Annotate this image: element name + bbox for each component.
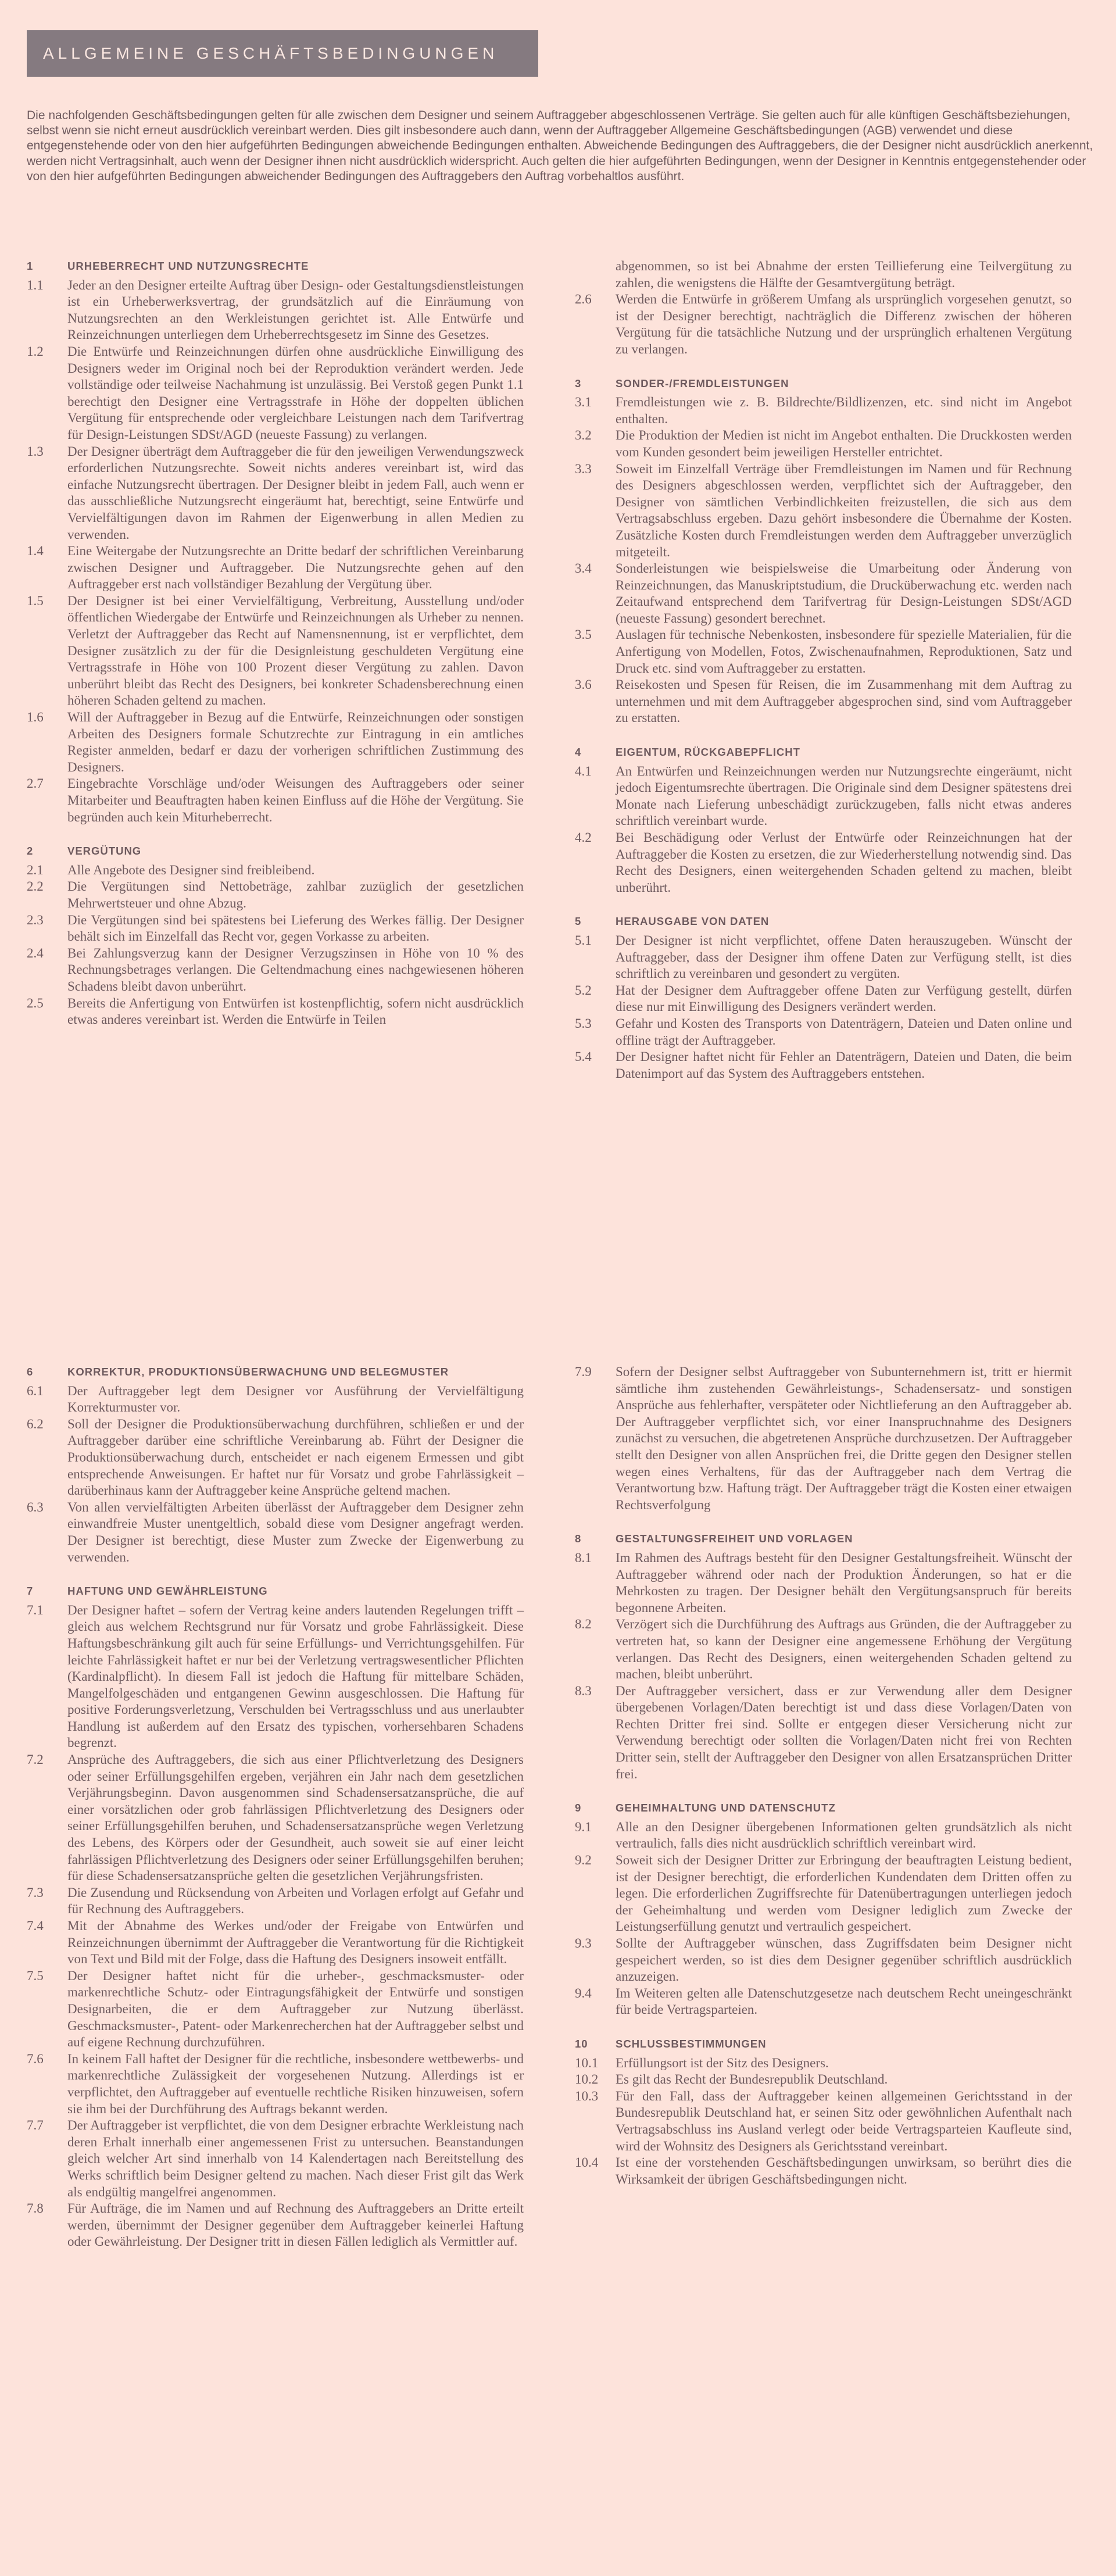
column-2 [575, 258, 1072, 1099]
list-item [27, 878, 524, 912]
list-item [27, 277, 524, 344]
item-number: 5.3 [575, 1016, 592, 1031]
section-2 [27, 843, 524, 1028]
item-text: Bei Beschädigung oder Verlust der Entwürfe oder Reinzeichnungen hat der Auftraggeber die Kosten zu ersetzen, die zur Wiederherstellung notwendig sind. Das Recht des Designers, einen weitergehenden Schaden geltend zu machen, bleibt unberührt. [616, 830, 1072, 895]
list-item [27, 2200, 524, 2250]
item-text: Sonderleistungen wie beispielsweise die Umarbeitung oder Änderung von Reinzeichnungen, das Manuskriptstudium, die Drucküberwachung etc. werden nach Zeitaufwand entsprechend dem Tarifvertrag für Design-Leistungen SDSt/AGD (neueste Fassung) gesondert berechnet. [616, 561, 1072, 626]
section-title: GESTALTUNGSFREIHEIT UND VORLAGEN [616, 1532, 853, 1545]
list-item [27, 2117, 524, 2200]
list-item [575, 932, 1072, 982]
item-number: 9.3 [575, 1936, 592, 1950]
item-text: Der Auftraggeber versichert, dass er zur Verwendung aller dem Designer übergebenen Vorlagen/Daten berechtigt ist und dass diese Vorlagen/Daten von Rechten Dritter frei sind. Sollte er entgegen dieser Versicherung nicht zur Verwendung berechtigt oder sollten die Vorlagen/Daten nicht frei von Rechten Dritter sein, stellt der Auftraggeber den Designer von allen Ersatzansprüchen Dritter frei. [616, 1683, 1072, 1781]
item-number: 1.4 [27, 544, 44, 559]
item-number: 3.1 [575, 395, 592, 410]
item-number: 2.6 [575, 292, 592, 307]
item-number: 3.5 [575, 627, 592, 642]
list-item [27, 1752, 524, 1885]
item-number: 6.3 [27, 1499, 44, 1514]
item-number: 7.6 [27, 2051, 44, 2066]
item-number: 3.4 [575, 561, 592, 576]
item-text: Der Designer ist nicht verpflichtet, offene Daten herauszugeben. Wünscht der Auftraggeber, dass der Designer ihm offene Daten zur Verfügung stellt, ist dies schriftlich zu vereinbaren und gesondert zu vergüten. [616, 932, 1072, 981]
section-number: 1 [27, 260, 34, 272]
list-item [575, 2088, 1072, 2155]
list-item [575, 560, 1072, 627]
section-heading [27, 843, 524, 860]
item-text: Ist eine der vorstehenden Geschäftsbedingungen unwirksam, so berührt dies die Wirksamkeit der übrigen Geschäftsbedingungen nicht. [616, 2155, 1072, 2186]
list-item [27, 1968, 524, 2051]
item-number: 2.2 [27, 879, 44, 894]
item-text: Im Weiteren gelten alle Datenschutzgesetze nach deutschem Recht uneingeschränkt für beide Vertragsparteien. [616, 1985, 1072, 2017]
section-2-continued [575, 258, 1072, 358]
item-number: 10.3 [575, 2088, 599, 2103]
item-text: Eingebrachte Vorschläge und/oder Weisungen des Auftraggebers oder seiner Mitarbeiter und Beauftragten haben keinen Einfluss auf die Höhe der Vergütung. Sie begründen auch kein Miturheberrecht. [67, 776, 524, 824]
list-item [575, 394, 1072, 427]
list-item [27, 945, 524, 995]
item-text: Fremdleistungen wie z. B. Bildrechte/Bildlizenzen, etc. sind nicht im Angebot enthalten. [616, 395, 1072, 426]
section-heading [27, 1583, 524, 1600]
item-number: 2.4 [27, 945, 44, 960]
item-text: Bei Zahlungsverzug kann der Designer Verzugszinsen in Höhe von 10 % des Rechnungsbetrages verlangen. Die Geltendmachung eines nachgewiesenen höheren Schadens bleibt davon unberührt. [67, 945, 524, 994]
item-number: 9.1 [575, 1819, 592, 1834]
item-number: 10.2 [575, 2072, 599, 2087]
list-item [27, 1602, 524, 1752]
section-title: EIGENTUM, RÜCKGABEPFLICHT [616, 746, 800, 759]
item-number: 1.5 [27, 593, 44, 608]
item-number: 3.6 [575, 677, 592, 692]
section-title: KORREKTUR, PRODUKTIONSÜBERWACHUNG UND BELEGMUSTER [67, 1366, 449, 1378]
list-item [27, 543, 524, 593]
list-item [575, 982, 1072, 1016]
item-text: Der Designer ist bei einer Vervielfältigung, Verbreitung, Ausstellung und/oder öffentlichen Wiedergabe der Entwürfe und Reinzeichnungen als Urheber zu nennen. Verletzt der Auftraggeber das Recht auf Namensnennung, ist er verpflichtet, dem Designer zusätzlich zu der für die Designleistung geschuldeten Vergütung eine Vertragsstrafe in Höhe von 100 Prozent dieser Vergütung zu zahlen. Davon unberührt bleibt das Recht des Designers, bei konkreter Schadensberechnung einen höheren Schaden geltend zu machen. [67, 593, 524, 708]
item-number: 9.4 [575, 1985, 592, 2000]
item-text: Die Zusendung und Rücksendung von Arbeiten und Vorlagen erfolgt auf Gefahr und für Rechnung des Auftraggebers. [67, 1885, 524, 1917]
list-item [575, 1985, 1072, 2018]
item-text: Jeder an den Designer erteilte Auftrag über Design- oder Gestaltungsdienstleistungen ist ein Urheberwerksvertrag, der grundsätzlich auf die Einräumung von Nutzungsrechten an den Werkleistungen gerichtet ist. Alle Entwürfe und Reinzeichnungen unterliegen dem Urheberrechtsgesetz im Sinne des Gesetzes. [67, 277, 524, 342]
section-title: VERGÜTUNG [67, 845, 142, 858]
item-text: Bereits die Anfertigung von Entwürfen ist kostenpflichtig, sofern nicht ausdrücklich etwas anderes vereinbart ist. Werden die Entwürfe in Teilen [67, 995, 524, 1027]
list-item [575, 1550, 1072, 1616]
section-7 [27, 1583, 524, 2250]
list-item [27, 593, 524, 709]
item-text: Auslagen für technische Nebenkosten, insbesondere für spezielle Materialien, für die Anfertigung von Modellen, Fotos, Zwischenaufnahmen, Reproduktionen, Satz und Druck etc. sind vom Auftraggeber zu erstatten. [616, 627, 1072, 676]
list-item [27, 1383, 524, 1416]
item-text: Soweit im Einzelfall Verträge über Fremdleistungen im Namen und für Rechnung des Designers abgeschlossen werden, verpflichtet sich der Auftraggeber, den Designer von sämtlichen Verbindlichkeiten freizustellen, die sich aus dem Vertragsabschluss ergeben. Dazu gehört insbesondere die Übernahme der Kosten. Zusätzliche Kosten durch Fremdleistungen werden dem Auftraggeber unverzüglich mitgeteilt. [616, 461, 1072, 559]
section-10 [575, 2036, 1072, 2188]
item-text: Soweit sich der Designer Dritter zur Erbringung der beauftragten Leistung bedient, ist der Designer berechtigt, die erforderlichen Kundendaten dem Dritten offen zu legen. Die erforderlichen Zugriffsrechte für Datenübertragungen unterliegen jedoch der Geheimhaltung und werden vom Designer lediglich zum Zwecke der Leistungserfüllung genutzt und vertraulich gespeichert. [616, 1853, 1072, 1934]
item-number: 7.5 [27, 1968, 44, 1983]
item-text: Erfüllungsort ist der Sitz des Designers. [616, 2055, 829, 2070]
item-number: 7.3 [27, 1885, 44, 1900]
item-text: Sollte der Auftraggeber wünschen, dass Zugriffsdaten beim Designer nicht gespeichert werden, so ist dies dem Designer gegenüber schriftlich ausdrücklich anzuzeigen. [616, 1936, 1072, 1984]
list-item [27, 912, 524, 945]
list-item [575, 291, 1072, 358]
item-number: 7.8 [27, 2201, 44, 2216]
list-item [27, 2051, 524, 2117]
item-number: 10.4 [575, 2155, 599, 2170]
item-text: Gefahr und Kosten des Transports von Datenträgern, Dateien und Daten online und offline trägt der Auftraggeber. [616, 1016, 1072, 1048]
item-number: 10.1 [575, 2055, 599, 2070]
item-number: 7.9 [575, 1364, 592, 1379]
section-number: 9 [575, 1802, 582, 1814]
item-text: Sofern der Designer selbst Auftraggeber von Subunternehmern ist, tritt er hiermit sämtliche ihm zustehenden Gewährleistungs-, Schadensersatz- und sonstigen Ansprüche aus fehlerhafter, verspäteter oder Nichtlieferung an den Auftraggeber ab. Der Auftraggeber verpflichtet sich, vor einer Inanspruchnahme des Designers zunächst zu versuchen, die abgetretenen Ansprüche durchzusetzen. Der Auftraggeber stellt den Designer von allen Ansprüchen frei, die Dritte gegen den Designer stellen wegen eines Verhaltens, für das der Auftraggeber nach dem Vertrag die Verantwortung bzw. Haftung trägt. Der Auftraggeber trägt die Kosten einer etwaigen Rechtsverfolgung [616, 1364, 1072, 1512]
section-8 [575, 1531, 1072, 1782]
item-text: Der Designer haftet nicht für die urheber-, geschmacksmuster- oder markenrechtliche Schutz- oder Eintragungsfähigkeit der Entwürfe und sonstigen Designarbeiten, die er dem Auftraggeber zur Nutzung überlässt. Geschmacksmuster-, Patent- oder Markenrecherchen hat der Auftraggeber selbst und auf eigene Rechnung durchzuführen. [67, 1968, 524, 2050]
item-number: 8.1 [575, 1550, 592, 1565]
section-title: GEHEIMHALTUNG UND DATENSCHUTZ [616, 1802, 836, 1814]
list-item [575, 2055, 1072, 2072]
list-item [575, 1364, 1072, 1513]
section-title: SCHLUSSBESTIMMUNGEN [616, 2037, 767, 2050]
section-number: 3 [575, 377, 582, 390]
item-text: Die Entwürfe und Reinzeichnungen dürfen ohne ausdrückliche Einwilligung des Designers weder im Original noch bei der Reproduktion verändert werden. Jede vollständige oder teilweise Nachahmung ist unzulässig. Bei Verstoß gegen Punkt 1.1 berechtigt den Designer eine Vertragsstrafe in Höhe der doppelten üblichen Vergütung für entsprechende oder vergleichbare Leistungen nach dem Tarifvertrag für Design-Leistungen SDSt/AGD (neueste Fassung) zu verlangen. [67, 344, 524, 442]
list-item [575, 461, 1072, 561]
item-text: Für den Fall, dass der Auftraggeber keinen allgemeinen Gerichtsstand in der Bundesrepublik Deutschland hat, er seinen Sitz oder gewöhnlichen Aufenthalt nach Vertragsabschluss ins Ausland verlegt oder beide Vertragsparteien Kaufleute sind, wird der Wohnsitz des Designers als Gerichtsstand vereinbart. [616, 2088, 1072, 2153]
list-item [27, 709, 524, 776]
item-number: 1.6 [27, 710, 44, 725]
item-text: Von allen vervielfältigten Arbeiten überlässt der Auftraggeber dem Designer zehn einwandfreie Muster unentgeltlich, sobald diese vom Designer angefragt werden. Der Designer ist berechtigt, diese Muster zum Zwecke der Eigenwerbung zu verwenden. [67, 1499, 524, 1564]
section-3 [575, 376, 1072, 727]
item-number: 7.4 [27, 1918, 44, 1933]
item-text: An Entwürfen und Reinzeichnungen werden nur Nutzungsrechte eingeräumt, nicht jedoch Eigentumsrechte übertragen. Die Originale sind dem Designer spätestens drei Monate nach Lieferung unbeschädigt zurückzugeben, falls nicht etwas anderes schriftlich vereinbart wurde. [616, 763, 1072, 828]
list-item [27, 444, 524, 544]
item-text: Alle an den Designer übergebenen Informationen gelten grundsätzlich als nicht vertraulich, falls dies nicht ausdrücklich schriftlich vereinbart wird. [616, 1819, 1072, 1851]
list-item [27, 1416, 524, 1499]
item-text: Ansprüche des Auftraggebers, die sich aus einer Pflichtverletzung des Designers oder seiner Erfüllungsgehilfen ergeben, verjähren ein Jahr nach dem gesetzlichen Verjährungsbeginn. Davon ausgenommen sind Schadensersatzansprüche, die auf einer vorsätzlichen oder grob fahrlässigen Pflichtverletzung des Designers oder seiner Erfüllungsgehilfen beruhen, und Schadensersatzansprüche wegen Verletzung des Lebens, des Körpers oder der Gesundheit, auch soweit sie auf einer leicht fahrlässigen Pflichtverletzung des Designers oder seiner Erfüllungsgehilfen beruhen; für diese Schadensersatzansprüche gelten die gesetzlichen Verjährungsfristen. [67, 1752, 524, 1884]
item-number: 6.2 [27, 1416, 44, 1431]
section-title: SONDER-/FREMDLEISTUNGEN [616, 377, 789, 390]
section-heading [575, 376, 1072, 392]
item-text: Der Designer überträgt dem Auftraggeber die für den jeweiligen Verwendungszweck erforderlichen Nutzungsrechte. Soweit nichts anderes vereinbart ist, wird das einfache Nutzungsrecht übertragen. Der Designer bleibt in jedem Fall, auch wenn er das ausschließliche Nutzungsrecht eingeräumt hat, berechtigt, seine Entwürfe und Vervielfältigungen davon im Rahmen der Eigenwerbung in allen Medien zu verwenden. [67, 444, 524, 542]
column-1 [27, 258, 524, 1046]
item-number: 5.1 [575, 932, 592, 948]
item-number: 5.4 [575, 1049, 592, 1064]
item-text: Reisekosten und Spesen für Reisen, die im Zusammenhang mit dem Auftrag zu unternehmen und mit dem Auftraggeber abgesprochen sind, sind vom Auftraggeber zu erstatten. [616, 677, 1072, 726]
item-text: Soll der Designer die Produktionsüberwachung durchführen, schließen er und der Auftraggeber darüber eine schriftliche Vereinbarung ab. Führt der Designer die Produktionsüberwachung durch, entscheidet er nach eigenem Ermessen und gibt entsprechende Anweisungen. Er haftet nur für Vorsatz und grobe Fahrlässigkeit – darüberhinaus kann der Auftraggeber keine Ansprüche geltend machen. [67, 1416, 524, 1498]
item-number: 2.5 [27, 995, 44, 1010]
item-number: 2.7 [27, 776, 44, 791]
item-text: Für Aufträge, die im Namen und auf Rechnung des Auftraggebers an Dritte erteilt werden, übernimmt der Designer gegenüber dem Auftraggeber keinerlei Haftung oder Gewährleistung. Der Designer tritt in diesen Fällen lediglich als Vermittler auf. [67, 2201, 524, 2249]
section-4 [575, 744, 1072, 896]
list-item [27, 344, 524, 444]
item-text: Die Vergütungen sind bei spätestens bei Lieferung des Werkes fällig. Der Designer behält sich im Einzelfall das Recht vor, gegen Vorkasse zu arbeiten. [67, 912, 524, 944]
item-number: 1.2 [27, 344, 44, 359]
item-text: Der Designer haftet – sofern der Vertrag keine anders lautenden Regelungen trifft – gleich aus welchem Rechtsgrund nur für Vorsatz und grobe Fahrlässigkeit. Diese Haftungsbeschränkung gilt auch für seine Erfüllungs- und Verrichtungsgehilfen. Für leichte Fahrlässigkeit haftet er nur bei der Verletzung vertragswesentlicher Pflichten (Kardinalpflicht). In diesem Fall ist jedoch die Haftung für mittelbare Schäden, Mangelfolgeschäden und entgangenen Gewinn ausgeschlossen. Die Haftung für positive Forderungsverletzung, Verschulden bei Vertragsschluss und aus unerlaubter Handlung ist außerdem auf den Ersatz des typischen, vorhersehbaren Schadens begrenzt. [67, 1602, 524, 1750]
list-item [575, 427, 1072, 460]
list-item [575, 1819, 1072, 1852]
item-number: 7.1 [27, 1602, 44, 1617]
list-item [575, 2071, 1072, 2088]
section-heading [27, 1364, 524, 1381]
list-item [575, 1683, 1072, 1783]
intro-paragraph: Die nachfolgenden Geschäftsbedingungen gelten für alle zwischen dem Designer und seinem Auftraggeber abgeschlossenen Verträge. Sie gelten auch für alle künftigen Geschäftsbeziehungen, selbst wenn sie nicht erneut ausdrücklich vereinbart werden. Dies gilt insbesondere auch dann, wenn der Auftraggeber Allgemeine Geschäftsbedingungen (AGB) verwendet und diese entgegenstehende oder von den hier aufgeführten Bedingungen abweichende Bedingungen enthalten. Abweichende Bedingungen des Auftraggebers, die der Designer nicht ausdrücklich anerkennt, werden nicht Vertragsinhalt, auch wenn der Designer ihnen nicht ausdrücklich widerspricht. Auch gelten die hier aufgeführten Bedingungen, wenn der Designer in Kenntnis entgegenstehender oder von den hier aufgeführten Bedingungen abweichender Bedingungen des Auftraggebers den Auftrag vorbehaltlos ausführt. [27, 109, 1093, 183]
list-item [27, 1499, 524, 1566]
item-number: 4.2 [575, 830, 592, 845]
list-item [575, 830, 1072, 896]
section-number: 8 [575, 1532, 582, 1545]
item-text: Mit der Abnahme des Werkes und/oder der Freigabe von Entwürfen und Reinzeichnungen übernimmt der Auftraggeber die Verantwortung für die Richtigkeit von Text und Bild mit der Folge, dass die Haftung des Designers insoweit entfällt. [67, 1918, 524, 1967]
list-item [575, 677, 1072, 727]
item-text: Im Rahmen des Auftrags besteht für den Designer Gestaltungsfreiheit. Wünscht der Auftraggeber während oder nach der Produktion Änderungen, so hat er die Mehrkosten zu tragen. Der Designer behält den Vergütungsanspruch für bereits begonnene Arbeiten. [616, 1550, 1072, 1615]
list-item [27, 995, 524, 1028]
section-number: 5 [575, 915, 582, 928]
list-item [575, 1616, 1072, 1682]
item-number: 7.2 [27, 1752, 44, 1767]
section-number: 4 [575, 746, 582, 759]
list-item [27, 862, 524, 879]
item-text: Hat der Designer dem Auftraggeber offene Daten zur Verfügung gestellt, dürfen diese nur mit Einwilligung des Designers verändert werden. [616, 982, 1072, 1014]
item-text: Verzögert sich die Durchführung des Auftrags aus Gründen, die der Auftraggeber zu vertreten hat, so kann der Designer eine angemessene Erhöhung der Vergütung verlangen. Das Recht des Designers, einen weitergehenden Schaden geltend zu machen, bleibt unberührt. [616, 1617, 1072, 1682]
item-number: 2.3 [27, 912, 44, 927]
section-number: 10 [575, 2037, 588, 2050]
section-heading [575, 1531, 1072, 1548]
item-number: 2.1 [27, 862, 44, 877]
item-number: 3.2 [575, 428, 592, 443]
item-text: Die Vergütungen sind Nettobeträge, zahlbar zuzüglich der gesetzlichen Mehrwertsteuer und ohne Abzug. [67, 879, 524, 910]
section-1 [27, 258, 524, 826]
section-title: URHEBERRECHT UND NUTZUNGSRECHTE [67, 260, 309, 272]
item-text: Die Produktion der Medien ist nicht im Angebot enthalten. Die Druckkosten werden vom Kunden gesondert beim jeweiligen Hersteller entrichtet. [616, 428, 1072, 459]
section-title: HERAUSGABE VON DATEN [616, 915, 770, 928]
item-number: 4.1 [575, 763, 592, 778]
item-number: 5.2 [575, 982, 592, 998]
item-number: 1.3 [27, 444, 44, 459]
continuation-2-5: abgenommen, so ist bei Abnahme der ersten Teillieferung eine Teilvergütung zu zahlen, die wenigstens die Hälfte der Gesamtvergütung beträgt. [616, 259, 1072, 290]
item-number: 7.7 [27, 2118, 44, 2133]
item-text: Will der Auftraggeber in Bezug auf die Entwürfe, Reinzeichnungen oder sonstigen Arbeiten des Designers formale Schutzrechte zur Eintragung in ein amtliches Register anmelden, bedarf er dazu der vorherigen schriftlichen Zustimmung des Designers. [67, 710, 524, 774]
item-number: 6.1 [27, 1383, 44, 1398]
section-6 [27, 1364, 524, 1566]
item-text: Eine Weitergabe der Nutzungsrechte an Dritte bedarf der schriftlichen Vereinbarung zwischen Designer und Auftraggeber. Die Nutzungsrechte gehen auf den Auftraggeber erst nach vollständiger Bezahlung der Vergütung über. [67, 544, 524, 592]
section-heading [575, 744, 1072, 761]
list-item [27, 1885, 524, 1918]
list-item [27, 776, 524, 826]
item-text: Es gilt das Recht der Bundesrepublik Deutschland. [616, 2072, 888, 2087]
section-5 [575, 913, 1072, 1082]
section-number: 2 [27, 845, 34, 858]
item-text: Werden die Entwürfe in größerem Umfang als ursprünglich vorgesehen genutzt, so ist der Designer berechtigt, nachträglich die Differenz zwischen der höheren Vergütung für die tatsächliche Nutzung und der ursprünglich erhaltenen Vergütung zu verlangen. [616, 292, 1072, 356]
list-item [575, 763, 1072, 830]
section-heading [575, 913, 1072, 930]
item-text: Der Auftraggeber ist verpflichtet, die von dem Designer erbrachte Werkleistung nach deren Erhalt innerhalb einer angemessenen Frist zu untersuchen. Beanstandungen gleich welcher Art sind innerhalb von 14 Kalendertagen nach Bereitstellung des Werks schriftlich beim Designer geltend zu machen. Nach dieser Frist gilt das Werk als endgültig mangelfrei angenommen. [67, 2118, 524, 2199]
item-text: In keinem Fall haftet der Designer für die rechtliche, insbesondere wettbewerbs- und markenrechtliche Zulässigkeit der vorgesehenen Nutzung. Allerdings ist er verpflichtet, den Auftraggeber auf eventuelle rechtliche Risiken hinzuweisen, sofern sie ihm bei der Durchführung des Auftrags bekannt werden. [67, 2051, 524, 2116]
list-item [575, 627, 1072, 677]
section-number: 6 [27, 1366, 34, 1378]
item-text: Der Designer haftet nicht für Fehler an Datenträgern, Dateien und Daten, die beim Datenimport auf das System des Auftraggebers entstehen. [616, 1049, 1072, 1081]
item-number: 8.2 [575, 1617, 592, 1632]
list-item [575, 1852, 1072, 1935]
list-item [575, 1049, 1072, 1082]
section-heading [575, 1800, 1072, 1817]
list-item [575, 1016, 1072, 1049]
item-number: 8.3 [575, 1683, 592, 1698]
section-title: HAFTUNG UND GEWÄHRLEISTUNG [67, 1585, 268, 1598]
item-number: 1.1 [27, 277, 44, 292]
list-item [575, 1935, 1072, 1985]
list-item [575, 2155, 1072, 2188]
list-item [27, 1918, 524, 1968]
item-number: 9.2 [575, 1853, 592, 1868]
section-heading [575, 2036, 1072, 2053]
item-number: 3.3 [575, 461, 592, 476]
section-9 [575, 1800, 1072, 2018]
page-title: ALLGEMEINE GESCHÄFTSBEDINGUNGEN [27, 30, 538, 77]
section-7-continued [575, 1364, 1072, 1513]
item-text: Alle Angebote des Designer sind freibleibend. [67, 862, 315, 877]
column-4 [575, 1364, 1072, 2205]
section-number: 7 [27, 1585, 34, 1598]
item-text: Der Auftraggeber legt dem Designer vor Ausführung der Vervielfältigung Korrekturmuster vor. [67, 1383, 524, 1415]
column-3 [27, 1364, 524, 2268]
section-heading [27, 258, 524, 275]
